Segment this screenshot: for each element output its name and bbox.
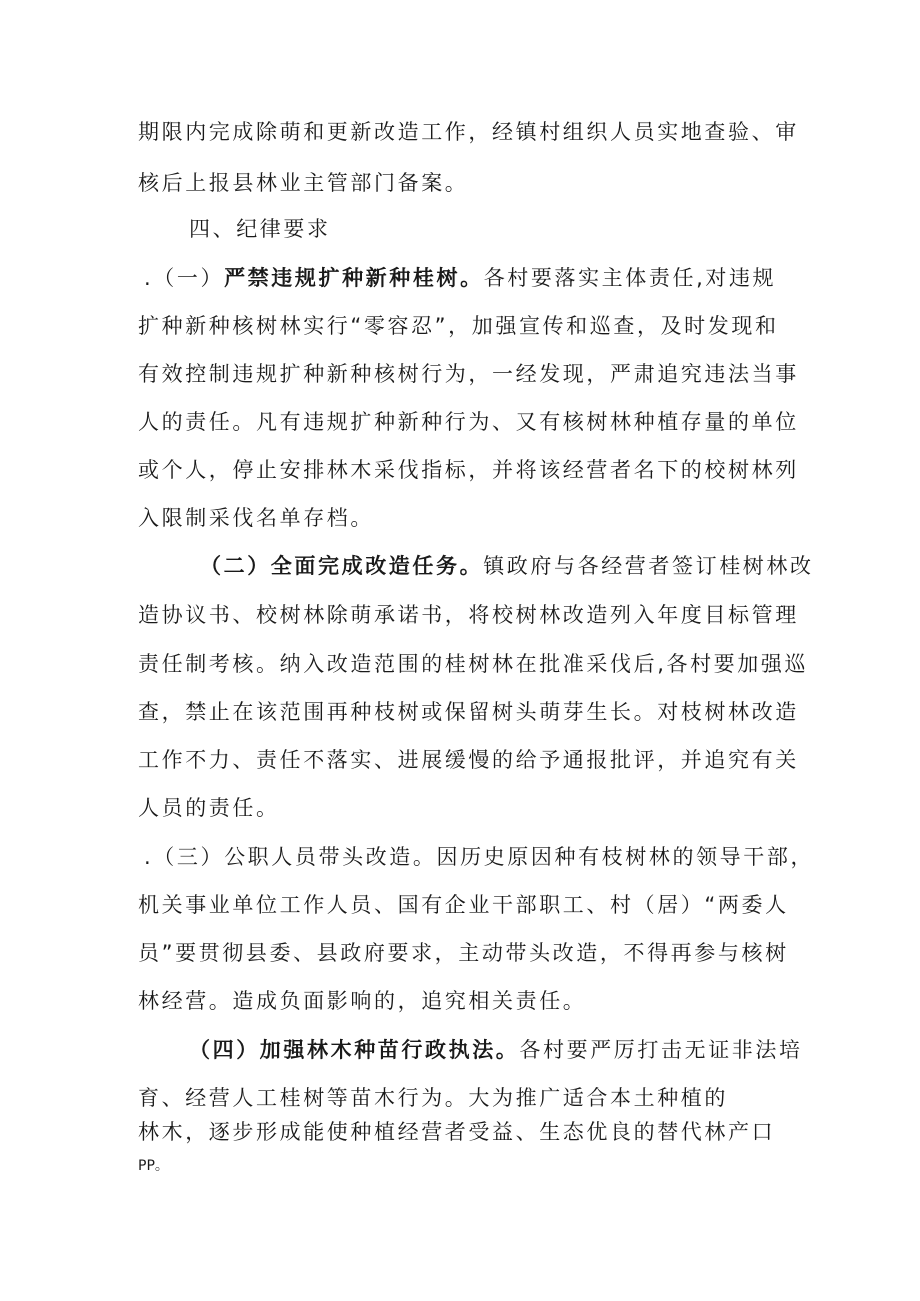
paragraph-line: 查，禁止在该范围再种枝树或保留树头萌芽生长。对枝树林改造 <box>138 700 799 724</box>
paragraph-title: （四）加强林木种苗行政执法。 <box>189 1038 520 1062</box>
paragraph-first-line <box>189 1036 803 1064</box>
paragraph-first-line <box>200 552 814 580</box>
paragraph-line: 入限制采伐名单存档。 <box>138 506 374 530</box>
intro-line: 核后上报县林业主管部门备案。 <box>138 171 469 195</box>
paragraph-title: 严禁违规扩种新种桂树。 <box>224 266 484 290</box>
paragraph-text: 各村要严厉打击无证非法培 <box>519 1038 803 1062</box>
paragraph-line: 人的责任。凡有违规扩种新种行为、又有核树林种植存量的单位 <box>138 410 799 434</box>
paragraph-text: 各村要落实主体责任,对违规 <box>483 266 777 290</box>
section-heading: 四、纪律要求 <box>189 217 331 241</box>
paragraph-line: 工作不力、责任不落实、进展缓慢的给予通报批评，并追究有关 <box>138 748 799 772</box>
paragraph-tail: PP。 <box>138 1158 169 1174</box>
paragraph-text: 镇政府与各经营者签订桂树林改 <box>483 554 814 578</box>
paragraph-line: 人员的责任。 <box>138 796 280 820</box>
paragraph-line: 林木，逐步形成能使种植经营者受益、生态优良的替代林产口 <box>138 1120 776 1144</box>
paragraph-line: 或个人，停止安排林木采伐指标，并将该经营者名下的校树林列 <box>138 458 799 482</box>
paragraph-line: 育、经营人工桂树等苗木行为。大为推广适合本土种植的 <box>138 1086 728 1110</box>
paragraph-title: （二）全面完成改造任务。 <box>200 554 484 578</box>
paragraph-line: 造协议书、校树林除萌承诺书，将校树林改造列入年度目标管理 <box>138 603 799 627</box>
paragraph-first-line: .（三）公职人员带头改造。因历史原因种有枝树林的领导干部， <box>144 845 815 869</box>
paragraph-first-line <box>144 264 776 292</box>
paragraph-line: 林经营。造成负面影响的，追究相关责任。 <box>138 989 587 1013</box>
paragraph-line: 扩种新种核树林实行“零容忍”，加强宣传和巡查，及时发现和 <box>138 314 779 338</box>
paragraph-line: 员”要贯彻县委、县政府要求，主动带头改造，不得再参与核树 <box>138 941 789 965</box>
paragraph-line: 责任制考核。纳入改造范围的桂树林在批准采伐后,各村要加强巡 <box>138 652 809 676</box>
paragraph-line: 有效控制违规扩种新种核树行为，一经发现，严肃追究违法当事 <box>138 362 799 386</box>
paragraph-line: 机关事业单位工作人员、国有企业干部职工、村（居）“两委人 <box>138 893 789 917</box>
intro-line: 期限内完成除萌和更新改造工作，经镇村组织人员实地查验、审 <box>138 120 799 144</box>
paragraph-prefix: .（一） <box>144 266 225 290</box>
